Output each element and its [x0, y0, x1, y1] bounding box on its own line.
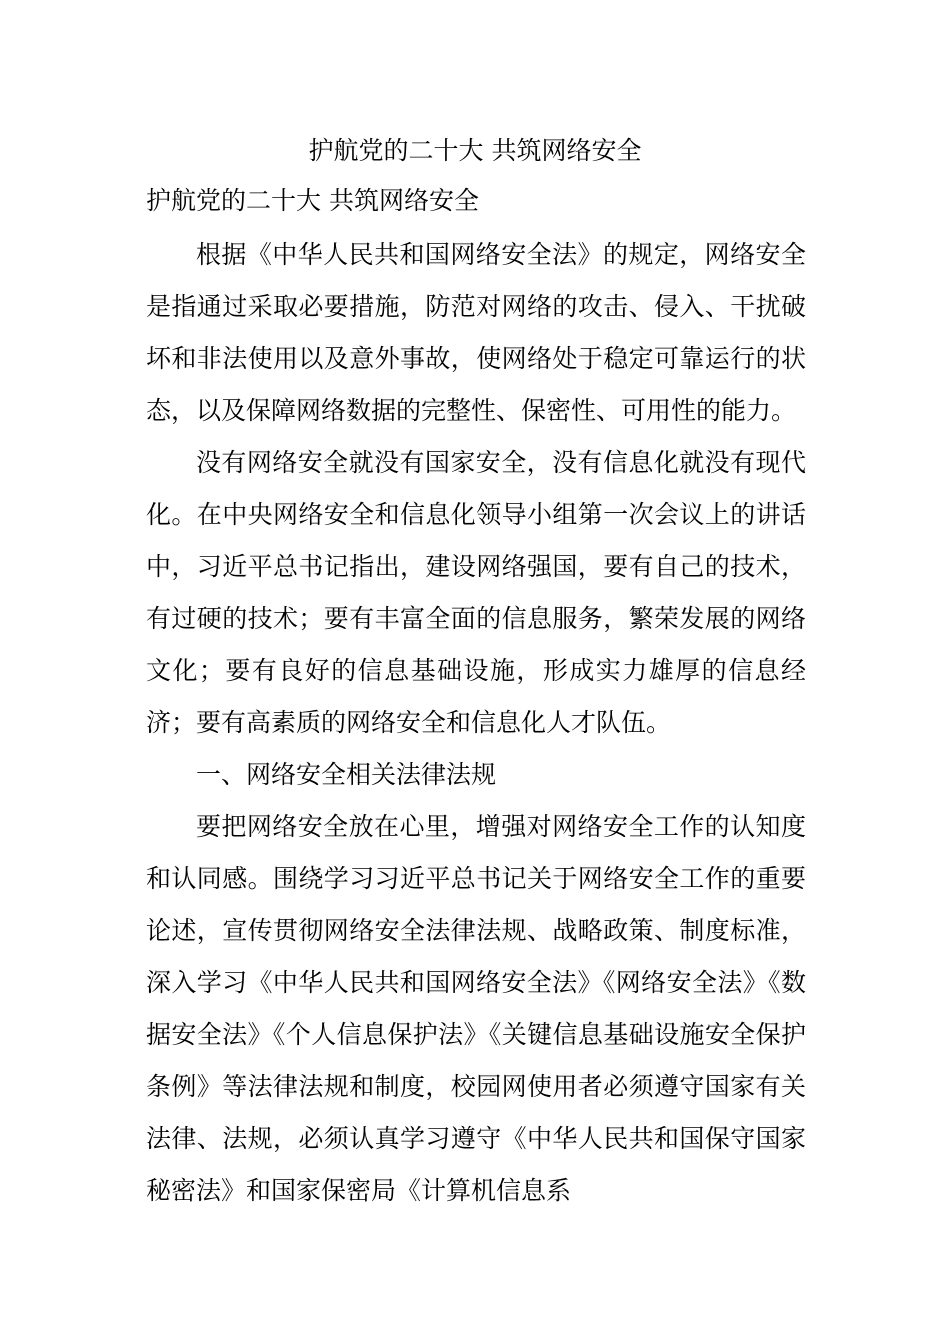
document-body [146, 229, 806, 1217]
section-heading: 一、网络安全相关法律法规 [196, 760, 497, 789]
paragraph-national-security: 没有网络安全就没有国家安全，没有信息化就没有现代化。在中央网络安全和信息化领导小组第一次会议上的讲话中，习近平总书记指出，建设网络强国，要有自己的技术，有过硬的技术；要有丰富全面的信息服务，繁荣发展的网络文化；要有良好的信息基础设施，形成实力雄厚的信息经济；要有高素质的网络安全和信息化人才队伍。 [146, 448, 806, 737]
document-subtitle: 护航党的二十大 共筑网络安全 [146, 186, 479, 215]
paragraph-laws: 要把网络安全放在心里，增强对网络安全工作的认知度和认同感。围绕学习习近平总书记关于网络安全工作的重要论述，宣传贯彻网络安全法律法规、战略政策、制度标准，深入学习《中华人民共和国网络安全法》《网络安全法》《数据安全法》《个人信息保护法》《关键信息基础设施安全保护条例》等法律法规和制度，校园网使用者必须遵守国家有关法律、法规，必须认真学习遵守《中华人民共和国保守国家秘密法》和国家保密局《计算机信息系 [146, 812, 806, 1205]
paragraph-definition: 根据《中华人民共和国网络安全法》的规定，网络安全是指通过采取必要措施，防范对网络的攻击、侵入、干扰破坏和非法使用以及意外事故，使网络处于稳定可靠运行的状态，以及保障网络数据的完整性、保密性、可用性的能力。 [146, 240, 806, 425]
page-title: 护航党的二十大 共筑网络安全 [308, 136, 642, 165]
